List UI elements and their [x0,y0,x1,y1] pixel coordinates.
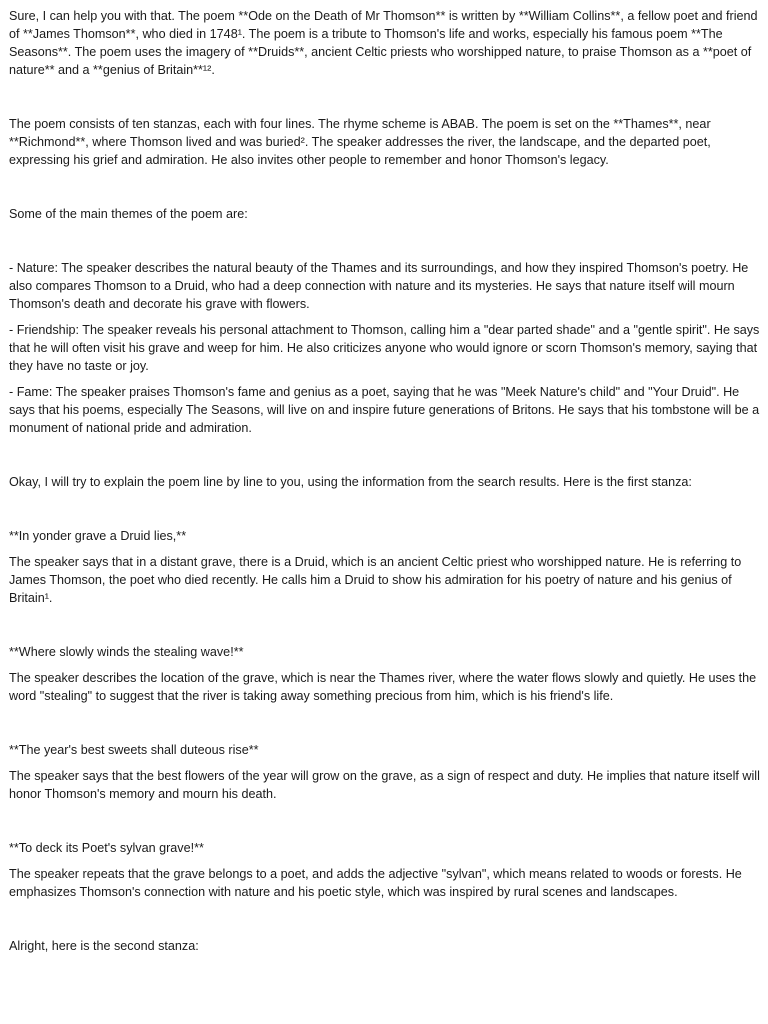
paragraph: Alright, here is the second stanza: [9,939,199,953]
paragraph: Okay, I will try to explain the poem line by line to you, using the information from the search results. Here is the first stanza: [9,475,692,489]
paragraph: - Nature: The speaker describes the natural beauty of the Thames and its surroundings, and how they inspired Thomson's poetry. He also compares Thomson to a Druid, who had a deep connection with nature and its mysteries. He says that nature itself will mourn Thomson's death and decorate his grave with flowers. [9,261,749,311]
paragraph: The speaker says that in a distant grave, there is a Druid, which is an ancient Celtic priest who worshipped nature. He is referring to James Thomson, the poet who died recently. He calls him a Druid to show his admiration for his poetry of nature and his genius of Britain¹. [9,555,742,605]
paragraph: **In yonder grave a Druid lies,** [9,529,187,543]
paragraph: The poem consists of ten stanzas, each with four lines. The rhyme scheme is ABAB. The poem is set on the **Thames**, near **Richmond**, where Thomson lived and was buried². The speaker addresses the river, the landscape, and the departed poet, expressing his grief and admiration. He also invites other people to remember and honor Thomson's legacy. [9,117,711,167]
paragraph: **Where slowly winds the stealing wave!** [9,645,244,659]
paragraph: Some of the main themes of the poem are: [9,207,248,221]
paragraph: **To deck its Poet's sylvan grave!** [9,841,204,855]
paragraph: Sure, I can help you with that. The poem **Ode on the Death of Mr Thomson** is written by **William Collins**, a fellow poet and friend of **James Thomson**, who died in 1748¹. The poem is a tribute to Thomson's life and works, especially his famous poem **The Seasons**. The poem uses the imagery of **Druids**, ancient Celtic priests who worshipped nature, to praise Thomson as a **poet of nature** and a **genius of Britain**¹². [9,9,758,77]
paragraph: The speaker says that the best flowers of the year will grow on the grave, as a sign of respect and duty. He implies that nature itself will honor Thomson's memory and mourn his death. [9,769,760,801]
paragraph: - Fame: The speaker praises Thomson's fame and genius as a poet, saying that he was "Meek Nature's child" and "Your Druid". He says that his poems, especially The Seasons, will live on and inspire future generations of Britons. He says that his tombstone will be a monument of national pride and admiration. [9,385,760,435]
paragraph: - Friendship: The speaker reveals his personal attachment to Thomson, calling him a "dear parted shade" and a "gentle spirit". He says that he will often visit his grave and weep for him. He also criticizes anyone who would ignore or scorn Thomson's memory, saying that they have no taste or joy. [9,323,760,373]
paragraph: The speaker describes the location of the grave, which is near the Thames river, where the water flows slowly and quietly. He uses the word "stealing" to suggest that the river is taking away something precious from him, which is his friend's life. [9,671,757,703]
paragraph: The speaker repeats that the grave belongs to a poet, and adds the adjective "sylvan", which means related to woods or forests. He emphasizes Thomson's connection with nature and his poetic style, which was inspired by rural scenes and landscapes. [9,867,742,899]
paragraph: **The year's best sweets shall duteous rise** [9,743,259,757]
